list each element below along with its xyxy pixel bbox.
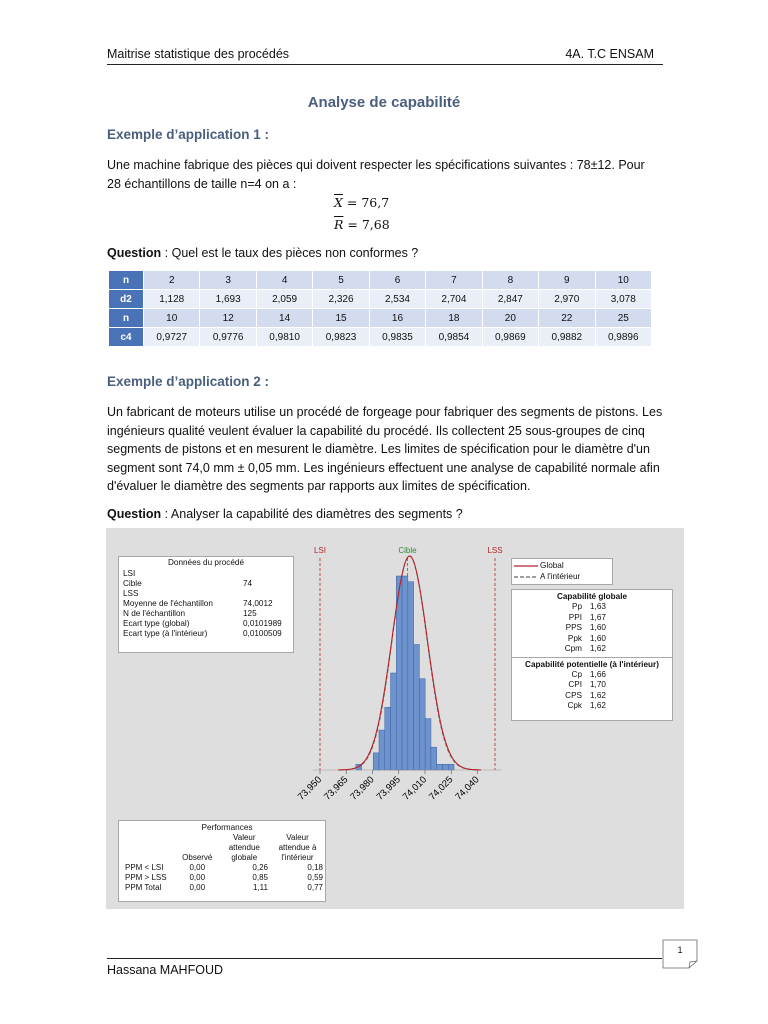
table-cell: 16: [369, 309, 425, 328]
footer-author: Hassana MAHFOUD: [107, 963, 223, 977]
table-cell: 0,59: [307, 873, 323, 882]
header-left: Maitrise statistique des procédés: [107, 47, 290, 61]
histogram-bar: [379, 730, 385, 770]
cap-row: [512, 613, 672, 624]
cap-value: 1,60: [590, 633, 606, 643]
footer-rule: [107, 958, 663, 959]
histogram-bar: [443, 764, 449, 770]
example1-line2: 28 échantillons de taille n=4 on a :: [107, 176, 297, 191]
process-data-key: Ecart type (global): [123, 619, 190, 628]
cap-value: 1,67: [590, 612, 606, 622]
cap-row: [512, 680, 672, 691]
page-number: 1: [677, 945, 683, 955]
chart-legend: [511, 558, 613, 585]
table-header: Observé: [182, 853, 213, 862]
table-cell: 3: [200, 271, 256, 290]
potential-capability-title: Capabilité potentielle (à l'intérieur): [525, 659, 659, 669]
table-cell: d2: [109, 290, 144, 309]
table-header-line: l'intérieur: [281, 853, 314, 862]
process-data-key: Ecart type (à l'intérieur): [123, 629, 208, 638]
cap-key: Pp: [571, 602, 582, 611]
table-cell: 12: [200, 309, 256, 328]
table-cell: 0,9869: [482, 328, 538, 347]
histogram-bar: [437, 764, 443, 770]
x-tick-label: 73,950: [295, 774, 325, 803]
example1-paragraph: [107, 156, 663, 193]
table-header: [219, 833, 270, 863]
table-row: [109, 271, 652, 290]
table-header-line: Valeur: [286, 833, 309, 842]
table-cell: 0,9854: [426, 328, 482, 347]
table-cell: 0,00: [189, 863, 206, 872]
histogram-bar: [419, 679, 425, 770]
table-cell: [123, 833, 176, 863]
spec-label-lsi: LSI: [313, 546, 327, 555]
x-tick-label: 74,010: [400, 774, 430, 803]
xbar-value: = 76,7: [342, 195, 390, 210]
example2-line: d'évaluer le diamètre des segments par rapports aux limites de spécification.: [107, 479, 531, 493]
stats-divider: [512, 657, 672, 658]
xbar-formula: [334, 195, 389, 210]
example1-heading: Exemple d’application 1 :: [107, 127, 270, 142]
cap-value: 1,62: [590, 644, 606, 653]
spec-label-target: Cible: [398, 546, 417, 555]
table-row: [123, 873, 325, 883]
process-data-value: 74: [243, 579, 253, 588]
process-data-key: Moyenne de l'échantillon: [123, 599, 213, 608]
cap-key: CPS: [565, 690, 582, 700]
global-capability-title: Capabilité globale: [556, 592, 628, 601]
example2-line: segment sont 74,0 mm ± 0,05 mm. Les ingénieurs effectuent une analyse de capabilité normale afin: [107, 460, 660, 475]
page-title: Analyse de capabilité: [307, 94, 461, 111]
x-tick-label: 73,980: [348, 774, 377, 803]
table-row: [109, 290, 652, 309]
table-cell: 14: [256, 309, 312, 328]
histogram-bar: [431, 747, 437, 770]
table-cell: 0,9823: [313, 328, 369, 347]
capability-figure: [106, 528, 684, 909]
table-row: [109, 309, 652, 328]
header-right: 4A. T.C ENSAM: [565, 47, 654, 61]
histogram-bar: [385, 707, 391, 770]
table-cell: 10: [595, 271, 652, 290]
table-row: [123, 863, 325, 873]
x-tick-label: 74,040: [453, 774, 482, 803]
table-cell: 2,534: [369, 290, 425, 309]
cap-row: [512, 602, 672, 613]
table-cell: 0,9810: [256, 328, 312, 347]
cap-key: PPI: [568, 612, 582, 622]
x-tick-label: 73,995: [374, 774, 403, 803]
cap-row: [512, 670, 672, 681]
table-cell: 2,059: [256, 290, 312, 309]
example2-question: [107, 505, 663, 524]
cap-row: [512, 634, 672, 645]
spec-label-lss: LSS: [487, 546, 503, 555]
question-text: : Analyser la capabilité des diamètres des segments ?: [161, 507, 463, 521]
cap-key: CPI: [568, 680, 582, 689]
table-cell: 0,9896: [595, 328, 652, 347]
table-cell: 10: [144, 309, 200, 328]
cap-key: Cp: [571, 669, 582, 679]
table-cell: 1,11: [252, 883, 268, 892]
table-cell: 8: [482, 271, 538, 290]
table-cell: 3,078: [595, 290, 652, 309]
table-cell: 2: [144, 271, 200, 290]
histogram-bar: [408, 582, 414, 770]
table-cell: 5: [313, 271, 369, 290]
table-cell: 25: [595, 309, 652, 328]
table-header: [270, 833, 325, 863]
xbar-symbol: $\overline{X}$: [334, 195, 343, 210]
cap-key: Ppk: [567, 633, 582, 643]
example1-question: [107, 244, 663, 263]
example1-line1: Une machine fabrique des pièces qui doivent respecter les spécifications suivantes : 78±12. Pour: [107, 158, 645, 172]
table-cell: 0,9835: [369, 328, 425, 347]
question-label: Question: [107, 507, 162, 521]
cap-value: 1,66: [590, 669, 606, 679]
table-cell: 15: [313, 309, 369, 328]
example2-line: segments de pistons et en mesurent le diamètre. Les limites de spécification pour le diamètre d'un: [107, 442, 650, 456]
process-data-key: LSI: [123, 569, 136, 578]
histogram-bar: [448, 764, 454, 770]
legend-label-within: A l'intérieur: [540, 572, 581, 581]
table-cell: n: [109, 271, 144, 290]
process-data-title: Données du procédé: [167, 558, 245, 567]
process-data-value: 125: [243, 609, 257, 618]
table-row: [123, 883, 325, 893]
cap-value: 1,62: [590, 701, 606, 710]
table-cell: 4: [256, 271, 312, 290]
process-data-value: 0,0101989: [243, 619, 282, 628]
table-cell: PPM < LSI: [125, 863, 164, 872]
cap-value: 1,63: [590, 602, 606, 611]
cap-key: PPS: [565, 623, 582, 632]
legend-line-within: [512, 573, 540, 581]
coefficient-table: [108, 270, 652, 347]
table-cell: 18: [426, 309, 482, 328]
table-header-line: attendue: [228, 843, 260, 852]
table-cell: PPM > LSS: [125, 873, 167, 882]
legend-item-within: [512, 571, 612, 582]
cap-key: Cpk: [567, 701, 582, 710]
cap-key: Cpm: [564, 644, 582, 653]
process-data-key: N de l'échantillon: [123, 609, 186, 618]
legend-line-global: [512, 562, 540, 570]
histogram-bar: [373, 753, 379, 770]
table-cell: 6: [369, 271, 425, 290]
table-row: [109, 328, 652, 347]
histogram-bar: [402, 576, 408, 770]
cap-value: 1,70: [590, 680, 606, 689]
cap-row: [512, 644, 672, 655]
table-cell: 0,00: [189, 883, 206, 892]
example2-heading: Exemple d’application 2 :: [107, 374, 270, 389]
table-cell: 0,26: [252, 863, 268, 872]
capability-stats-box: [511, 589, 673, 721]
table-cell: 2,847: [482, 290, 538, 309]
histogram-bar: [391, 673, 397, 770]
table-cell: 7: [426, 271, 482, 290]
histogram-bar: [425, 719, 431, 770]
table-cell: 0,9776: [200, 328, 256, 347]
table-cell: 22: [539, 309, 595, 328]
table-cell: 2,970: [539, 290, 595, 309]
process-data-value: 0,0100509: [243, 629, 282, 638]
table-cell: 1,693: [200, 290, 256, 309]
question-text: : Quel est le taux des pièces non conformes ?: [161, 246, 419, 260]
process-data-key: LSS: [123, 589, 139, 598]
table-header-line: attendue à: [278, 843, 317, 852]
table-cell: 0,85: [252, 873, 268, 882]
legend-item-global: [512, 560, 612, 571]
table-cell: 9: [539, 271, 595, 290]
cap-value: 1,60: [590, 623, 606, 632]
performance-table: [123, 833, 325, 893]
cap-row: [512, 701, 672, 712]
table-cell: 1,128: [144, 290, 200, 309]
table-row: [123, 833, 325, 863]
table-cell: 2,704: [426, 290, 482, 309]
performance-title: Performances: [201, 823, 253, 832]
rbar-formula: [334, 217, 390, 232]
process-data-key: Cible: [123, 579, 142, 588]
example2-line: Un fabricant de moteurs utilise un procédé de forgeage pour fabriquer des segments de pistons. Les: [107, 405, 663, 419]
x-tick-label: 73,965: [322, 774, 351, 803]
table-cell: 2,326: [313, 290, 369, 309]
table-cell: 0,00: [189, 873, 206, 882]
cap-row: [512, 623, 672, 634]
table-cell: 0,77: [307, 883, 323, 892]
cap-row: [512, 691, 672, 702]
table-cell: 20: [482, 309, 538, 328]
example2-line: ingénieurs qualité veulent évaluer la capabilité du procédé. Ils collectent 25 sous-groupes de cinq: [107, 423, 645, 438]
table-header-line: Valeur: [233, 833, 256, 842]
table-header-line: globale: [231, 853, 258, 862]
cap-value: 1,62: [590, 690, 606, 700]
question-label: Question: [107, 246, 162, 260]
table-cell: 0,18: [307, 863, 323, 872]
rbar-value: = 7,68: [343, 217, 390, 232]
performance-box: [118, 820, 326, 902]
legend-label-global: Global: [540, 561, 564, 570]
table-cell: 0,9727: [144, 328, 200, 347]
x-tick-label: 74,025: [427, 774, 456, 803]
table-cell: 0,9882: [539, 328, 595, 347]
histogram-bar: [414, 644, 420, 770]
table-cell: PPM Total: [125, 883, 162, 892]
table-cell: c4: [109, 328, 144, 347]
example2-paragraph: [107, 403, 663, 496]
process-data-value: 74,0012: [243, 599, 273, 608]
header-rule: [107, 64, 663, 65]
table-cell: n: [109, 309, 144, 328]
rbar-symbol: $\overline{R}$: [334, 217, 344, 232]
